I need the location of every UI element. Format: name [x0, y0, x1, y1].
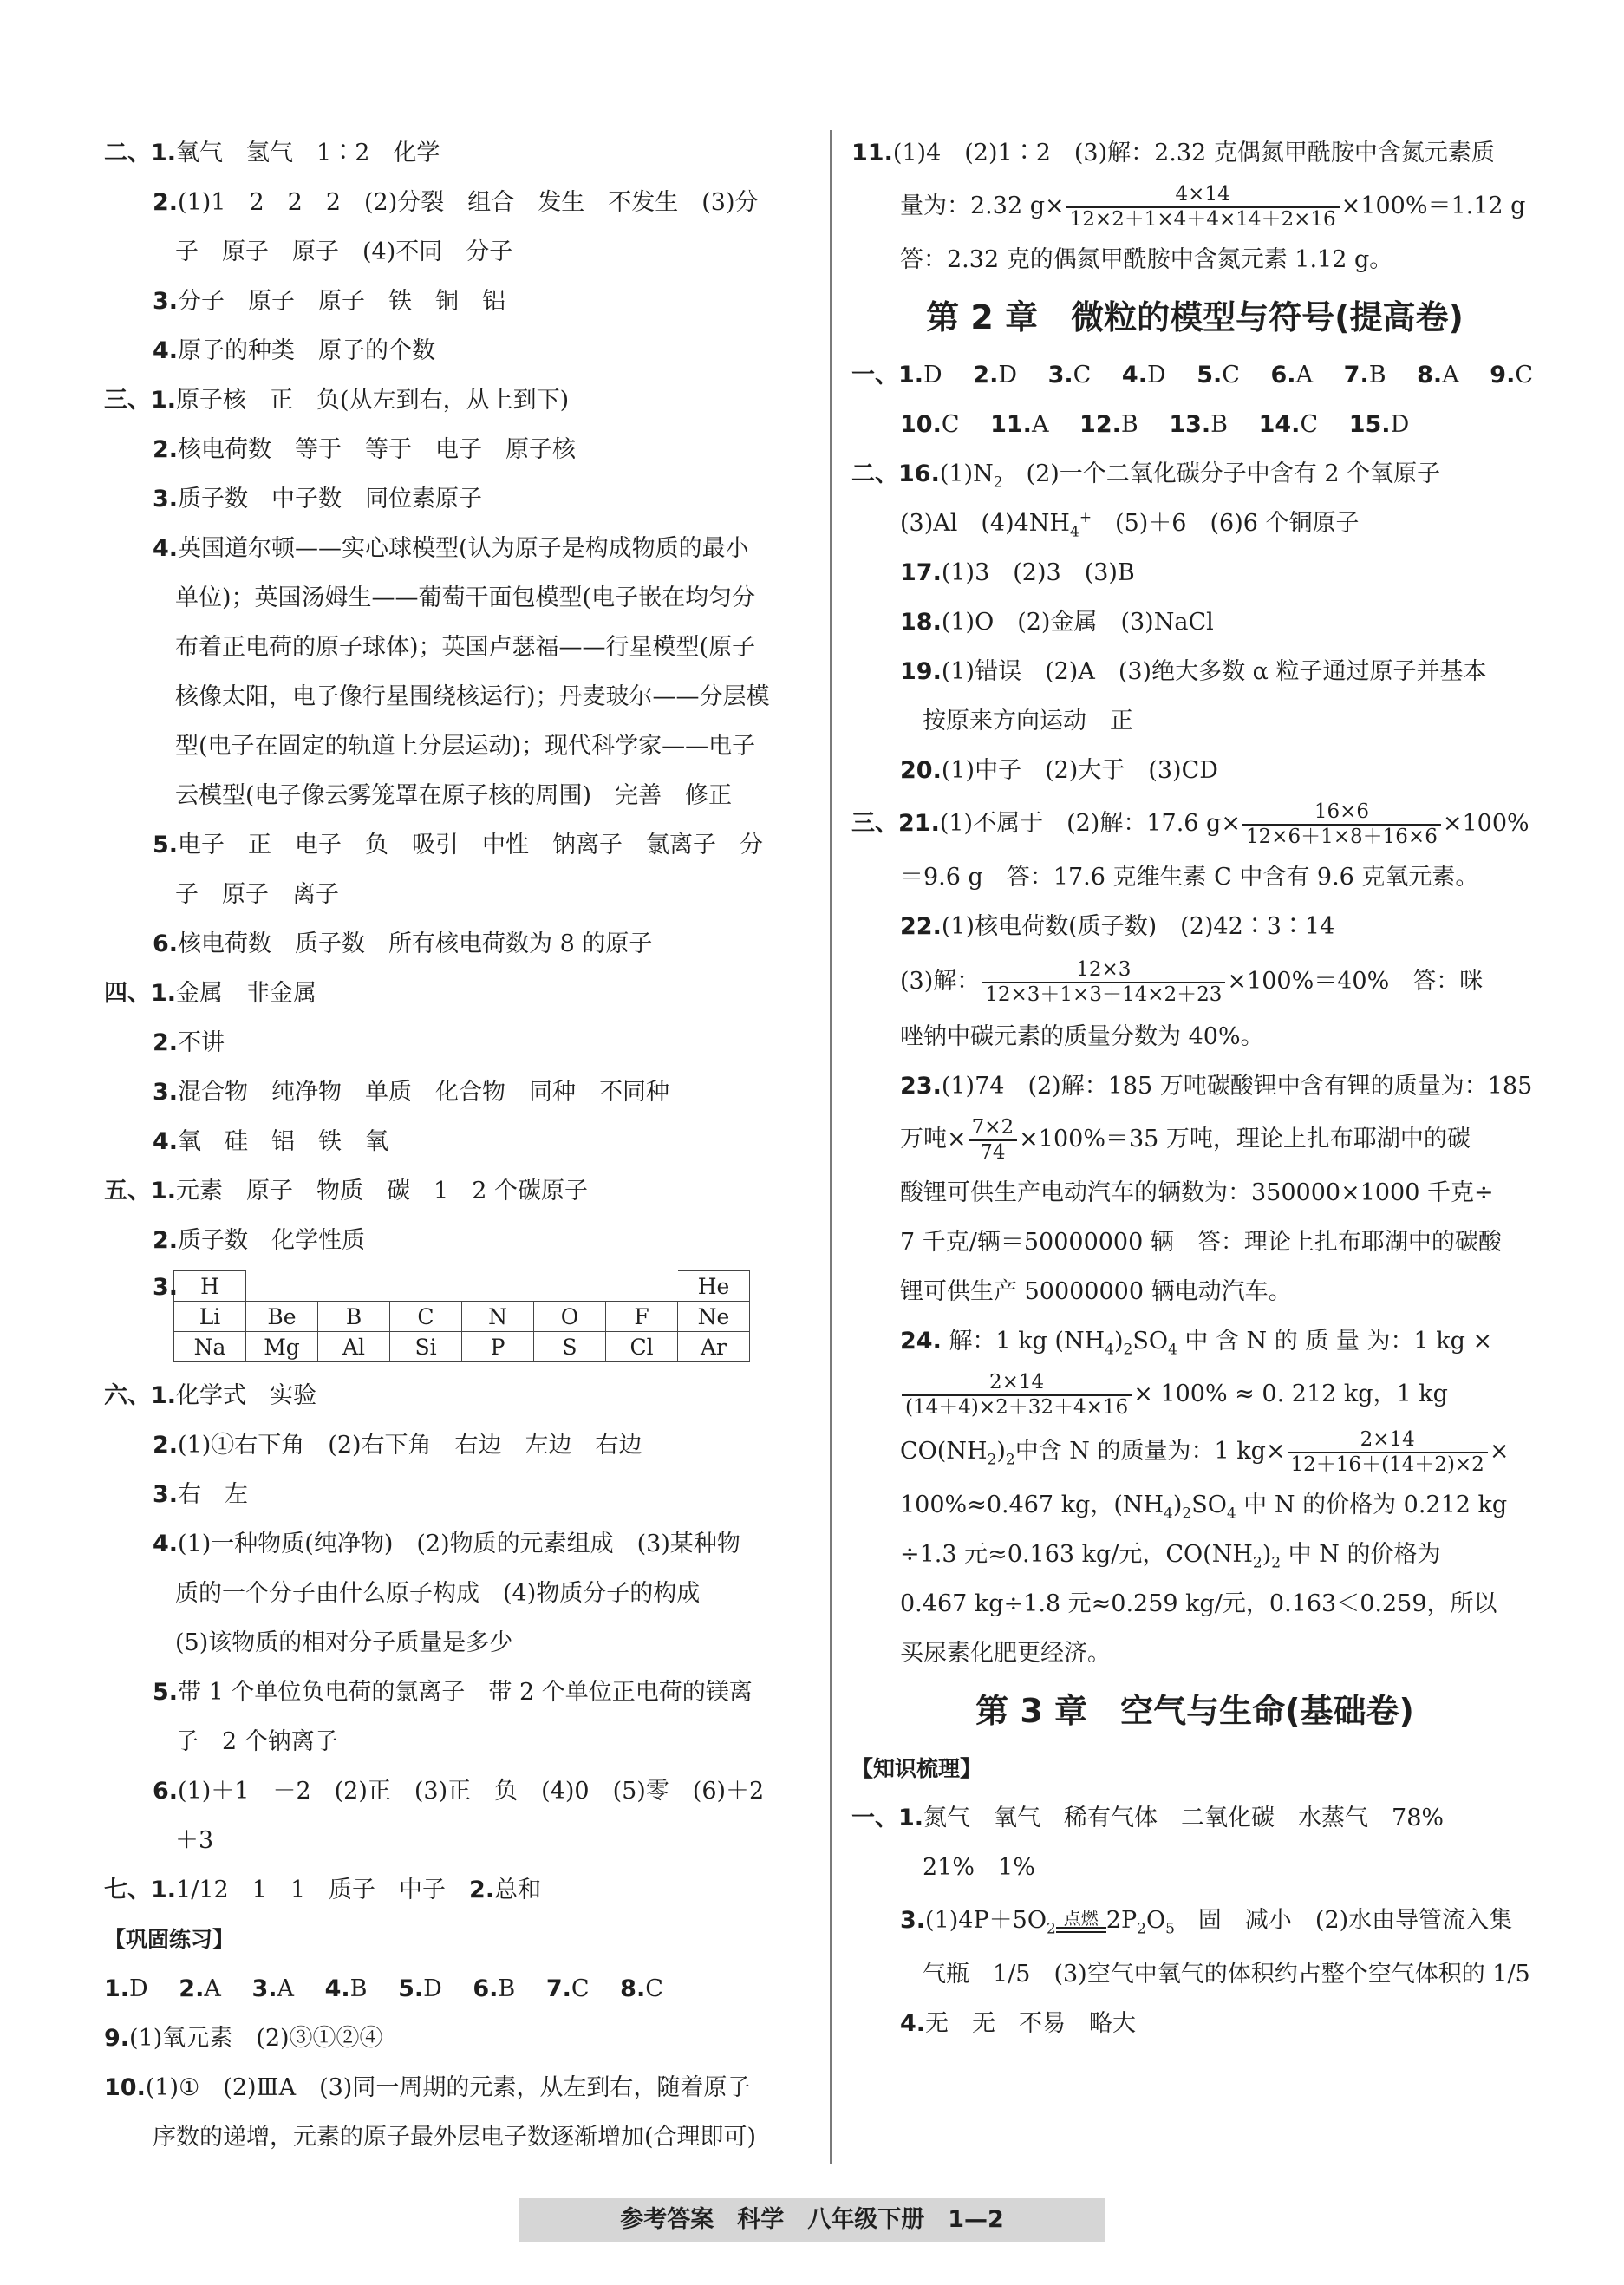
answer-line: 量为：2.32 g× $\frac{4\times 14}{12\times 2+1\times 4+4\times 14+2\times 16}$ ×100%＝1.12 g — [900, 183, 1526, 231]
answer-line: 质的一个分子由什么原子构成 (4)物质分子的构成 — [175, 1580, 701, 1607]
answer-line: 2.质子数 化学性质 — [153, 1227, 366, 1254]
answer-line: 一、1.氮气 氧气 稀有气体 二氧化碳 水蒸气 78% — [851, 1805, 1445, 1831]
answer-line: $\frac{2\times 14}{(14+4)\times 2+32+4\times 16}$ × 100% ≈ 0. 212 kg，1 kg — [851, 1366, 1538, 1423]
answer-line: $CO(NH_2)_2$中含 N 的质量为：1 kg× $\frac{2\times 14}{12+16+(14+2)\times 2}$ × — [900, 1428, 1510, 1476]
answer-line: 3.右 左 — [153, 1481, 249, 1508]
answer-line: 18.(1)O (2)金属 (3)NaCl — [900, 609, 1214, 636]
element-cell: Si — [390, 1332, 462, 1362]
answer-line: 6.核电荷数 质子数 所有核电荷数为 8 的原子 — [153, 930, 653, 957]
section-heading: 【知识梳理】 — [851, 1756, 982, 1781]
page-footer: 参考答案 科学 八年级下册 1—2 — [519, 2198, 1105, 2242]
answer-line: 2.(1)1 2 2 2 (2)分裂 组合 发生 不发生 (3)分 — [153, 189, 759, 216]
answer-line: 单位)；英国汤姆生——葡萄干面包模型(电子嵌在均匀分 — [175, 584, 756, 611]
element-cell: P — [462, 1332, 534, 1362]
answer-line: 核像太阳，电子像行星围绕核运行)；丹麦玻尔——分层模 — [175, 683, 770, 710]
answer-line: 2.不讲 — [153, 1029, 225, 1056]
answer-line: 9.(1)氧元素 (2)③①②④ — [104, 2025, 383, 2052]
answer-line: 11.(1)4 (2)1∶2 (3)解：2.32 克偶氮甲酰胺中含氮元素质 — [851, 140, 1495, 166]
answer-line: 23.(1)74 (2)解：185 万吨碳酸锂中含有锂的质量为：185 — [900, 1073, 1533, 1100]
answer-line: 2.(1)①右下角 (2)右下角 右边 左边 右边 — [153, 1432, 642, 1459]
answer-line: ＝9.6 g 答：17.6 克维生素 C 中含有 9.6 克氧元素。 — [900, 864, 1479, 891]
answer-line: 100%≈0.467 kg，$(NH_4)_2SO_4$ 中 N 的价格为 0.212 kg — [900, 1492, 1508, 1523]
right-column — [851, 128, 1538, 2048]
empty-cell — [246, 1271, 318, 1302]
element-cell: S — [534, 1332, 606, 1362]
element-cell: Al — [318, 1332, 390, 1362]
element-cell: N — [462, 1302, 534, 1332]
column-divider — [830, 130, 832, 2164]
answer-line: 子 原子 离子 — [175, 881, 339, 908]
element-cell: Mg — [246, 1332, 318, 1362]
element-cell: Li — [174, 1302, 246, 1332]
answer-line: 3.分子 原子 原子 铁 铜 铝 — [153, 288, 506, 315]
element-cell: B — [318, 1302, 390, 1332]
empty-cell — [318, 1271, 390, 1302]
answer-line: 酸锂可供生产电动汽车的辆数为：350000×1000 千克÷ — [900, 1179, 1494, 1206]
answer-line: (3)Al $(4)4NH_4^+$ (5)＋6 (6)6 个铜原子 — [900, 509, 1360, 541]
answer-line: 20.(1)中子 (2)大于 (3)CD — [900, 757, 1218, 784]
element-cell: F — [606, 1302, 678, 1332]
answer-line: 型(电子在固定的轨道上分层运动)；现代科学家——电子 — [175, 733, 756, 760]
answer-line: 10.C 11.A 12.B 13.B 14.C 15.D — [900, 411, 1410, 438]
empty-cell — [390, 1271, 462, 1302]
answer-line: 4.氧 硅 铝 铁 氧 — [153, 1128, 389, 1155]
answer-line: 4.(1)一种物质(纯净物) (2)物质的元素组成 (3)某种物 — [153, 1531, 740, 1557]
empty-cell — [534, 1271, 606, 1302]
answer-line: 序数的递增，元素的原子最外层电子数逐渐增加(合理即可) — [153, 2124, 757, 2151]
answer-line: 22.(1)核电荷数(质子数) (2)42∶3∶14 — [900, 913, 1335, 940]
answer-line: 三、1.原子核 正 负(从左到右，从上到下) — [104, 387, 570, 414]
answer-line: 7 千克/辆＝50000000 辆 答：理论上扎布耶湖中的碳酸 — [900, 1229, 1502, 1256]
fraction: $\frac{4\times 14}{12\times 2+1\times 4+4\times 14+2\times 16}$ — [1066, 183, 1340, 231]
answer-line: 按原来方向运动 正 — [923, 708, 1133, 734]
answer-line: 二、1.氧气 氢气 1∶2 化学 — [104, 140, 440, 166]
answer-line: 气瓶 1/5 (3)空气中氧气的体积约占整个空气体积的 1/5 — [923, 1961, 1530, 1988]
answer-line: 七、1.1/12 1 1 质子 中子 2.总和 — [104, 1877, 542, 1903]
reaction-condition: 点燃 — [1056, 1910, 1106, 1933]
element-cell: Ne — [678, 1302, 750, 1332]
fraction: $\frac{12\times 3}{12\times 3+1\times 3+14\times 2+23}$ — [982, 958, 1225, 1006]
answer-line: 布着正电荷的原子球体)；英国卢瑟福——行星模型(原子 — [175, 634, 756, 661]
answer-line: 24. 解：1 kg $(NH_4)_2SO_4$ 中 含 N 的 质 量 为：1 kg × — [900, 1328, 1493, 1359]
answer-line: 19.(1)错误 (2)A (3)绝大多数 α 粒子通过原子并基本 — [900, 658, 1487, 685]
fraction: $\frac{2\times 14}{(14+4)\times 2+32+4\times 16}$ — [902, 1371, 1132, 1419]
periodic-row-3 — [174, 1332, 750, 1362]
fraction: $\frac{16\times 6}{12\times 6+1\times 8+16\times 6}$ — [1242, 800, 1441, 848]
answer-line: 三、21.(1)不属于 (2)解：17.6 g× $\frac{16\times 6}{12\times 6+1\times 8+16\times 6}$ ×100% — [851, 800, 1529, 848]
answer-line: 0.467 kg÷1.8 元≈0.259 kg/元，0.163＜0.259，所以 — [900, 1590, 1497, 1617]
periodic-table-answer: 3. H He Li Be B C N O F Ne Na Mg Al Si P S Cl Ar — [104, 1270, 808, 1362]
answer-line: 六、1.化学式 实验 — [104, 1382, 317, 1409]
answer-line: 5.电子 正 电子 负 吸引 中性 钠离子 氯离子 分 — [153, 832, 764, 859]
answer-line: 3.质子数 中子数 同位素原子 — [153, 486, 483, 512]
periodic-row-2 — [174, 1302, 750, 1332]
answer-line: 4.原子的种类 原子的个数 — [153, 337, 436, 364]
answer-line: 买尿素化肥更经济。 — [900, 1640, 1111, 1667]
periodic-row-1 — [174, 1271, 750, 1302]
answer-line: 3.混合物 纯净物 单质 化合物 同种 不同种 — [153, 1079, 670, 1106]
empty-cell — [606, 1271, 678, 1302]
chapter-title: 第 2 章 微粒的模型与符号(提高卷) — [926, 298, 1464, 336]
answer-line: 4.无 无 不易 略大 — [900, 2010, 1137, 2037]
answer-line: 1.D 2.A 3.A 4.B 5.D 6.B 7.C 8.C — [104, 1975, 663, 2002]
answer-line: 子 2 个钠离子 — [175, 1728, 338, 1755]
answer-line: 锂可供生产 50000000 辆电动汽车。 — [900, 1278, 1292, 1305]
answer-line: 10.(1)① (2)ⅢA (3)同一周期的元素，从左到右，随着原子 — [104, 2074, 751, 2101]
answer-line: 答：2.32 克的偶氮甲酰胺中含氮元素 1.12 g。 — [900, 246, 1393, 273]
answer-line: 21% 1% — [923, 1854, 1035, 1881]
answer-line: 子 原子 原子 (4)不同 分子 — [175, 238, 513, 265]
element-cell: Be — [246, 1302, 318, 1332]
element-cell: H — [174, 1271, 246, 1302]
section-heading: 【巩固练习】 — [104, 1927, 235, 1952]
periodic-table — [173, 1270, 750, 1362]
element-cell: O — [534, 1302, 606, 1332]
chapter-title: 第 3 章 空气与生命(基础卷) — [975, 1692, 1414, 1730]
answer-line: 17.(1)3 (2)3 (3)B — [900, 559, 1135, 586]
answer-line: ＋3 — [175, 1827, 214, 1854]
left-column — [104, 128, 808, 2162]
answer-line: 唑钠中碳元素的质量分数为 40%。 — [900, 1023, 1264, 1050]
answer-line: 万吨× $\frac{7\times 2}{74}$ ×100%＝35 万吨，理论上扎布耶湖中的碳 — [900, 1116, 1471, 1164]
element-cell: He — [678, 1271, 750, 1302]
fraction: $\frac{2\times 14}{12+16+(14+2)\times 2}$ — [1288, 1428, 1488, 1476]
answer-line: 2.核电荷数 等于 等于 电子 原子核 — [153, 436, 577, 463]
answer-line: ÷1.3 元≈0.163 kg/元，$CO(NH_2)_2$ 中 N 的价格为 — [900, 1541, 1441, 1572]
empty-cell — [462, 1271, 534, 1302]
fraction: $\frac{7\times 2}{74}$ — [969, 1116, 1018, 1164]
answer-line: (3)解： $\frac{12\times 3}{12\times 3+1\times 3+14\times 2+23}$ ×100%＝40% 答：咪 — [900, 958, 1484, 1006]
element-cell: C — [390, 1302, 462, 1332]
answer-line: 4.英国道尔顿——实心球模型(认为原子是构成物质的最小 — [153, 535, 749, 562]
answer-line: 云模型(电子像云雾笼罩在原子核的周围) 完善 修正 — [175, 782, 733, 809]
answer-line: 一、1.D 2.D 3.C 4.D 5.C 6.A 7.B 8.A 9.C — [851, 362, 1533, 388]
answer-line: 四、1.金属 非金属 — [104, 980, 317, 1007]
answer-line: 五、1.元素 原子 物质 碳 1 2 个碳原子 — [104, 1178, 588, 1205]
element-cell: Ar — [678, 1332, 750, 1362]
answer-line: $3.(1)4P+5O_2$ 点燃 $2P_2O_5$ 固 减小 (2)水由导管流入集 — [900, 1907, 1513, 1938]
element-cell: Cl — [606, 1332, 678, 1362]
answer-line: 5.带 1 个单位负电荷的氯离子 带 2 个单位正电荷的镁离 — [153, 1679, 753, 1706]
element-cell: Na — [174, 1332, 246, 1362]
answer-line: 6.(1)＋1 －2 (2)正 (3)正 负 (4)0 (5)零 (6)＋2 — [153, 1778, 765, 1805]
answer-line: 二、$16.(1)N_2$ (2)一个二氧化碳分子中含有 2 个氧原子 — [851, 460, 1441, 492]
answer-line: (5)该物质的相对分子质量是多少 — [175, 1629, 513, 1656]
